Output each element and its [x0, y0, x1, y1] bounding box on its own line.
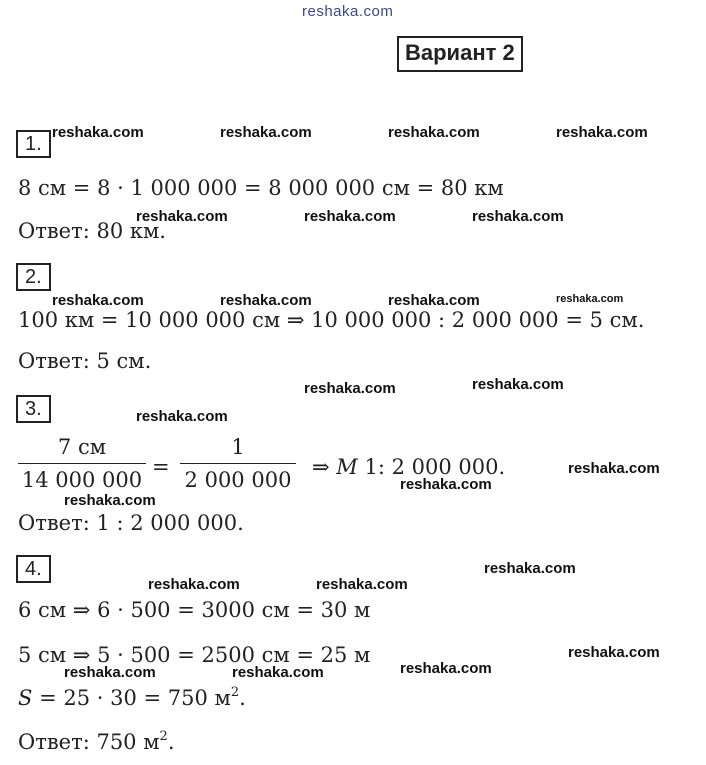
watermark: reshaka.com [304, 380, 396, 397]
fraction-2-numerator: 1 [231, 435, 245, 459]
watermark: reshaka.com [472, 376, 564, 393]
watermark: reshaka.com [52, 292, 144, 309]
fraction-1-numerator: 7 см [57, 435, 107, 459]
area-exponent: 2 [230, 685, 240, 700]
task-3-number: 3. [16, 395, 51, 423]
watermark: reshaka.com [388, 124, 480, 141]
watermark: reshaka.com [484, 560, 576, 577]
answer-prefix: Ответ: 750 м [18, 730, 160, 754]
area-letter: S [18, 686, 33, 710]
task-2-solution: 100 км = 10 000 000 см ⇒ 10 000 000 : 2 000 000 = 5 см. [18, 308, 645, 332]
watermark: reshaka.com [568, 644, 660, 661]
watermark: reshaka.com [400, 660, 492, 677]
watermark: reshaka.com [388, 292, 480, 309]
task-4-answer [18, 729, 175, 755]
area-end: . [239, 686, 246, 710]
watermark: reshaka.com [556, 124, 648, 141]
watermark: reshaka.com [316, 576, 408, 593]
watermark: reshaka.com [304, 208, 396, 225]
task-3-fraction-2 [180, 435, 296, 492]
answer-end: . [167, 730, 175, 754]
variant-title: Вариант 2 [397, 36, 523, 72]
task-4-number: 4. [16, 555, 51, 583]
fraction-1-bar [18, 463, 146, 464]
task-3-fraction-1 [18, 435, 146, 492]
task-1-answer: Ответ: 80 км. [18, 219, 166, 243]
watermark: reshaka.com [232, 664, 324, 681]
scale-letter: M [336, 455, 358, 479]
task-4-line-1: 6 см ⇒ 6 · 500 = 3000 см = 30 м [18, 598, 371, 622]
watermark: reshaka.com [136, 208, 228, 225]
scale-value: 1: 2 000 000. [364, 455, 506, 479]
watermark: reshaka.com [556, 293, 624, 305]
watermark: reshaka.com [568, 460, 660, 477]
watermark: reshaka.com [64, 664, 156, 681]
task-4-area [18, 685, 246, 711]
task-2-answer: Ответ: 5 см. [18, 349, 152, 373]
watermark: reshaka.com [400, 476, 492, 493]
watermark: reshaka.com [52, 124, 144, 141]
task-3-equals: = [152, 455, 170, 479]
watermark: reshaka.com [220, 292, 312, 309]
fraction-2-denominator: 2 000 000 [184, 468, 292, 492]
task-4-line-2: 5 см ⇒ 5 · 500 = 2500 см = 25 м [18, 643, 371, 667]
fraction-1-denominator: 14 000 000 [21, 468, 143, 492]
task-1-solution: 8 см = 8 · 1 000 000 = 8 000 000 см = 80 км [18, 176, 504, 200]
task-3-answer: Ответ: 1 : 2 000 000. [18, 511, 244, 535]
task-1-number: 1. [16, 130, 51, 158]
task-2-number: 2. [16, 263, 51, 291]
answer-exponent: 2 [159, 729, 168, 744]
site-header[interactable]: reshaka.com [302, 3, 394, 20]
watermark: reshaka.com [148, 576, 240, 593]
watermark: reshaka.com [220, 124, 312, 141]
watermark: reshaka.com [64, 492, 156, 509]
watermark: reshaka.com [136, 408, 228, 425]
fraction-2-bar [180, 463, 296, 464]
watermark: reshaka.com [472, 208, 564, 225]
implies-arrow: ⇒ [312, 455, 330, 479]
area-expression: = 25 · 30 = 750 м [32, 686, 231, 710]
